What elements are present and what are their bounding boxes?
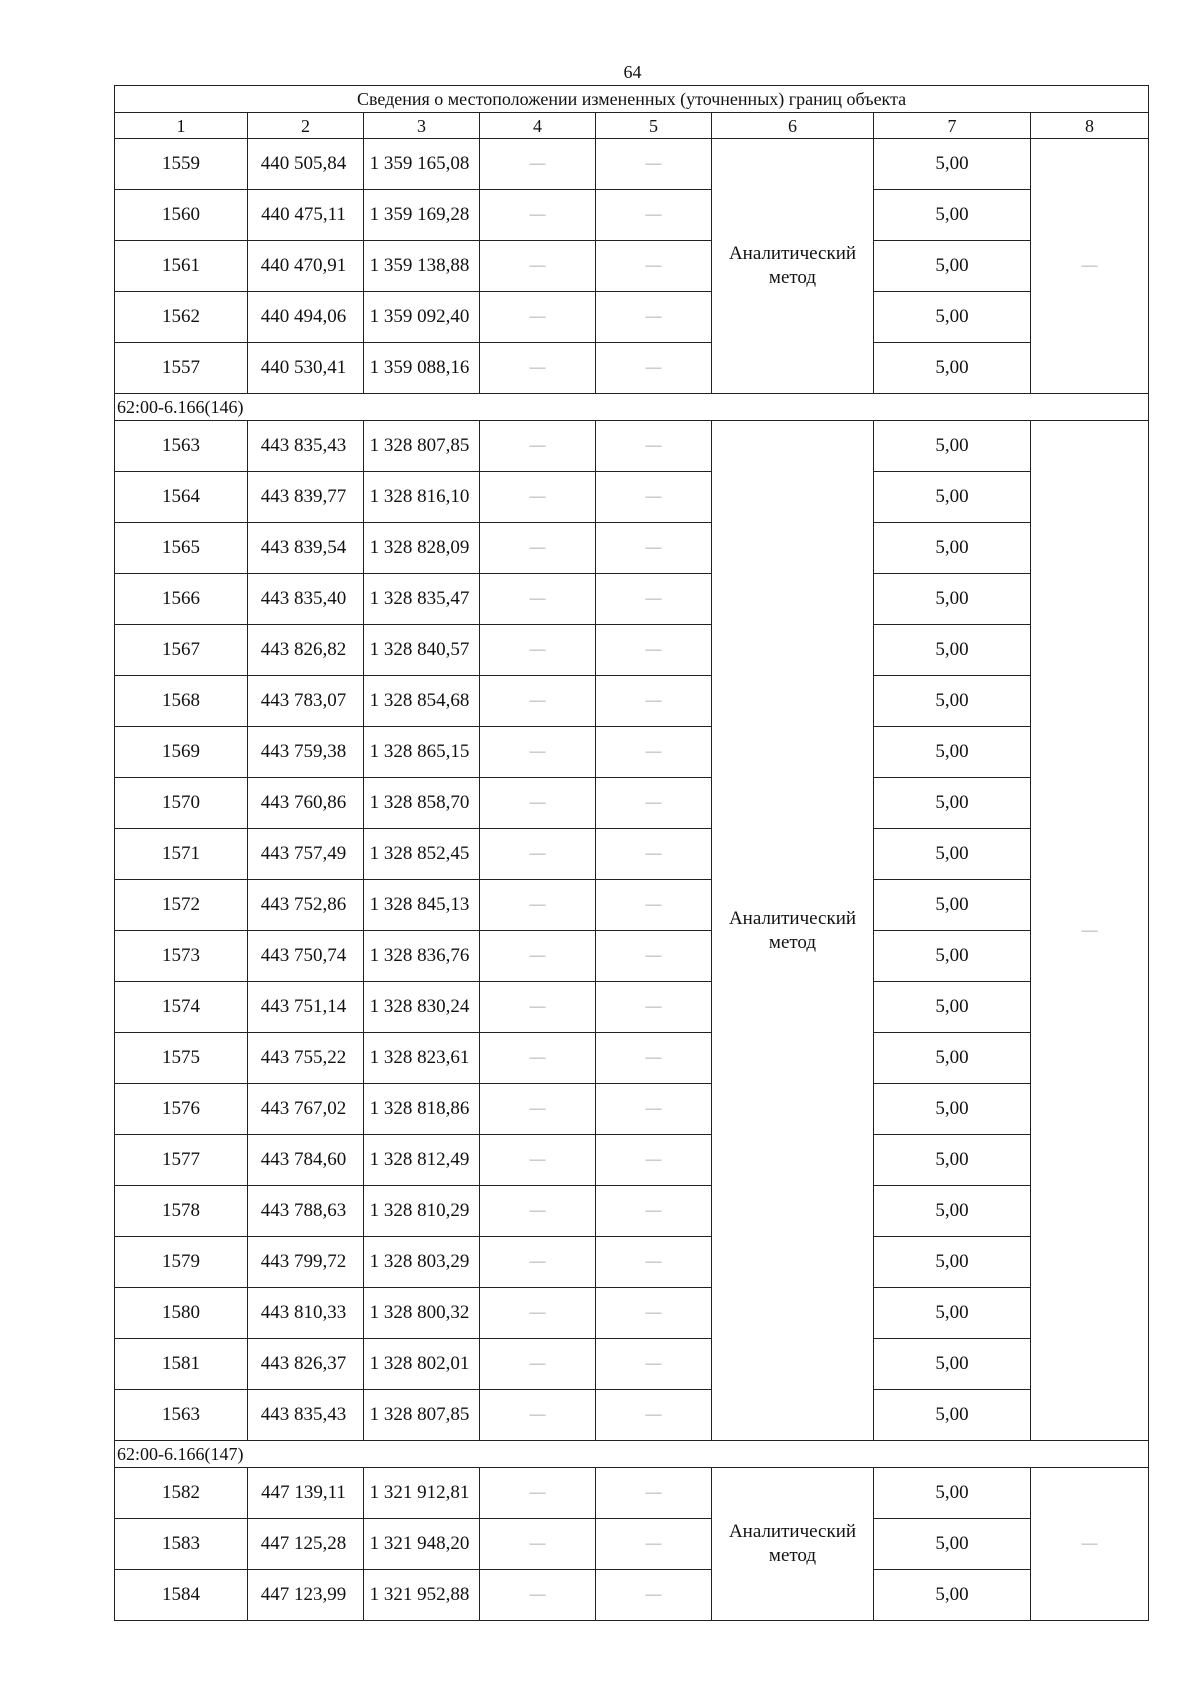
- point-number: 1570: [115, 778, 248, 829]
- coordinate-y: 1 328 802,01: [364, 1339, 480, 1390]
- coordinate-x: 443 826,37: [248, 1339, 364, 1390]
- column-4-value: —: [480, 1519, 596, 1570]
- coordinate-y: 1 328 800,32: [364, 1288, 480, 1339]
- column-4-value: —: [480, 829, 596, 880]
- coordinate-x: 443 835,43: [248, 421, 364, 472]
- accuracy-value: 5,00: [874, 1135, 1031, 1186]
- column-5-value: —: [596, 523, 712, 574]
- coordinate-x: 440 505,84: [248, 139, 364, 190]
- table-row: [115, 1339, 1149, 1390]
- column-8-value: —: [1031, 421, 1149, 1441]
- accuracy-value: 5,00: [874, 421, 1031, 472]
- point-number: 1569: [115, 727, 248, 778]
- accuracy-value: 5,00: [874, 1468, 1031, 1519]
- table-row: [115, 292, 1149, 343]
- coordinate-y: 1 328 816,10: [364, 472, 480, 523]
- coordinate-x: 443 839,54: [248, 523, 364, 574]
- table-row: [115, 1288, 1149, 1339]
- coordinate-x: 443 759,38: [248, 727, 364, 778]
- accuracy-value: 5,00: [874, 931, 1031, 982]
- accuracy-value: 5,00: [874, 625, 1031, 676]
- table-row: [115, 1468, 1149, 1519]
- section-label: 62:00-6.166(146): [115, 394, 1149, 421]
- column-5-value: —: [596, 982, 712, 1033]
- column-5-value: —: [596, 1033, 712, 1084]
- point-number: 1576: [115, 1084, 248, 1135]
- coordinate-y: 1 328 828,09: [364, 523, 480, 574]
- method-text: метод: [768, 931, 817, 953]
- coordinate-x: 443 750,74: [248, 931, 364, 982]
- column-number-row: [115, 113, 1149, 139]
- coordinate-x: 440 530,41: [248, 343, 364, 394]
- coordinate-y: 1 328 865,15: [364, 727, 480, 778]
- column-number: 2: [248, 113, 364, 139]
- point-number: 1577: [115, 1135, 248, 1186]
- method-text: метод: [768, 1545, 817, 1566]
- column-5-value: —: [596, 1519, 712, 1570]
- table-row: [115, 1033, 1149, 1084]
- coordinate-y: 1 359 088,16: [364, 343, 480, 394]
- column-5-value: —: [596, 1390, 712, 1441]
- coordinate-x: 443 755,22: [248, 1033, 364, 1084]
- column-5-value: —: [596, 1570, 712, 1621]
- column-4-value: —: [480, 1084, 596, 1135]
- accuracy-value: 5,00: [874, 472, 1031, 523]
- boundary-coordinates-table: [114, 85, 1149, 1621]
- coordinate-x: 443 835,43: [248, 1390, 364, 1441]
- point-number: 1565: [115, 523, 248, 574]
- coordinate-y: 1 321 948,20: [364, 1519, 480, 1570]
- point-number: 1582: [115, 1468, 248, 1519]
- table-body: [115, 86, 1149, 1621]
- coordinate-y: 1 328 852,45: [364, 829, 480, 880]
- accuracy-value: 5,00: [874, 1570, 1031, 1621]
- accuracy-value: 5,00: [874, 190, 1031, 241]
- column-number: 3: [364, 113, 480, 139]
- table-row: [115, 1237, 1149, 1288]
- point-number: 1572: [115, 880, 248, 931]
- coordinate-y: 1 321 912,81: [364, 1468, 480, 1519]
- table-row: [115, 574, 1149, 625]
- point-number: 1562: [115, 292, 248, 343]
- coordinate-x: 443 784,60: [248, 1135, 364, 1186]
- coordinate-x: 443 810,33: [248, 1288, 364, 1339]
- column-5-value: —: [596, 778, 712, 829]
- column-4-value: —: [480, 880, 596, 931]
- table-row: [115, 931, 1149, 982]
- point-number: 1578: [115, 1186, 248, 1237]
- accuracy-value: 5,00: [874, 1519, 1031, 1570]
- coordinate-x: 443 760,86: [248, 778, 364, 829]
- table-row: [115, 727, 1149, 778]
- accuracy-value: 5,00: [874, 676, 1031, 727]
- column-5-value: —: [596, 880, 712, 931]
- accuracy-value: 5,00: [874, 241, 1031, 292]
- accuracy-value: 5,00: [874, 343, 1031, 394]
- coordinate-x: 440 470,91: [248, 241, 364, 292]
- coordinate-y: 1 328 803,29: [364, 1237, 480, 1288]
- accuracy-value: 5,00: [874, 727, 1031, 778]
- coordinate-x: 443 751,14: [248, 982, 364, 1033]
- column-4-value: —: [480, 727, 596, 778]
- point-number: 1574: [115, 982, 248, 1033]
- point-number: 1560: [115, 190, 248, 241]
- coordinate-x: 443 757,49: [248, 829, 364, 880]
- point-number: 1568: [115, 676, 248, 727]
- table-row: [115, 1390, 1149, 1441]
- column-5-value: —: [596, 343, 712, 394]
- point-number: 1579: [115, 1237, 248, 1288]
- accuracy-value: 5,00: [874, 292, 1031, 343]
- column-5-value: —: [596, 1288, 712, 1339]
- table-row: [115, 1519, 1149, 1570]
- method-cell: [712, 139, 874, 394]
- column-4-value: —: [480, 931, 596, 982]
- coordinate-y: 1 328 858,70: [364, 778, 480, 829]
- accuracy-value: 5,00: [874, 1237, 1031, 1288]
- column-5-value: —: [596, 727, 712, 778]
- column-number: 7: [874, 113, 1031, 139]
- coordinate-x: 447 139,11: [248, 1468, 364, 1519]
- table-row: [115, 880, 1149, 931]
- column-number: 5: [596, 113, 712, 139]
- coordinate-y: 1 328 835,47: [364, 574, 480, 625]
- method-cell: [712, 421, 874, 1441]
- column-5-value: —: [596, 190, 712, 241]
- point-number: 1566: [115, 574, 248, 625]
- table-row: [115, 421, 1149, 472]
- point-number: 1567: [115, 625, 248, 676]
- column-4-value: —: [480, 472, 596, 523]
- table-row: [115, 1570, 1149, 1621]
- point-number: 1561: [115, 241, 248, 292]
- table-row: [115, 1084, 1149, 1135]
- method-text: Аналитический: [728, 1521, 857, 1542]
- coordinate-x: 443 826,82: [248, 625, 364, 676]
- accuracy-value: 5,00: [874, 1084, 1031, 1135]
- coordinate-y: 1 328 840,57: [364, 625, 480, 676]
- column-4-value: —: [480, 1570, 596, 1621]
- column-number: 8: [1031, 113, 1149, 139]
- column-5-value: —: [596, 676, 712, 727]
- column-5-value: —: [596, 1135, 712, 1186]
- column-4-value: —: [480, 1135, 596, 1186]
- column-5-value: —: [596, 829, 712, 880]
- coordinate-x: 443 835,40: [248, 574, 364, 625]
- column-number: 6: [712, 113, 874, 139]
- point-number: 1571: [115, 829, 248, 880]
- column-4-value: —: [480, 1186, 596, 1237]
- column-4-value: —: [480, 190, 596, 241]
- column-4-value: —: [480, 292, 596, 343]
- column-4-value: —: [480, 523, 596, 574]
- coordinate-y: 1 328 830,24: [364, 982, 480, 1033]
- point-number: 1563: [115, 421, 248, 472]
- section-row: [115, 394, 1149, 421]
- point-number: 1581: [115, 1339, 248, 1390]
- column-5-value: —: [596, 241, 712, 292]
- method-text: Аналитический: [728, 243, 857, 264]
- table-row: [115, 1135, 1149, 1186]
- column-5-value: —: [596, 421, 712, 472]
- column-5-value: —: [596, 625, 712, 676]
- accuracy-value: 5,00: [874, 1288, 1031, 1339]
- coordinate-x: 440 475,11: [248, 190, 364, 241]
- coordinate-y: 1 321 952,88: [364, 1570, 480, 1621]
- accuracy-value: 5,00: [874, 1186, 1031, 1237]
- coordinate-y: 1 328 854,68: [364, 676, 480, 727]
- point-number: 1584: [115, 1570, 248, 1621]
- table-row: [115, 241, 1149, 292]
- table-row: [115, 982, 1149, 1033]
- column-4-value: —: [480, 1288, 596, 1339]
- page-number: 64: [623, 62, 642, 82]
- column-4-value: —: [480, 139, 596, 190]
- column-4-value: —: [480, 1468, 596, 1519]
- table-row: [115, 829, 1149, 880]
- point-number: 1573: [115, 931, 248, 982]
- column-number: 1: [115, 113, 248, 139]
- section-row: [115, 1441, 1149, 1468]
- column-4-value: —: [480, 421, 596, 472]
- coordinate-x: 443 752,86: [248, 880, 364, 931]
- coordinate-x: 443 767,02: [248, 1084, 364, 1135]
- accuracy-value: 5,00: [874, 1390, 1031, 1441]
- column-4-value: —: [480, 676, 596, 727]
- table-row: [115, 139, 1149, 190]
- coordinate-y: 1 359 169,28: [364, 190, 480, 241]
- column-8-value: —: [1031, 139, 1149, 394]
- column-5-value: —: [596, 292, 712, 343]
- column-5-value: —: [596, 472, 712, 523]
- point-number: 1575: [115, 1033, 248, 1084]
- column-4-value: —: [480, 982, 596, 1033]
- accuracy-value: 5,00: [874, 1339, 1031, 1390]
- column-4-value: —: [480, 1390, 596, 1441]
- table-row: [115, 472, 1149, 523]
- table-row: [115, 778, 1149, 829]
- column-5-value: —: [596, 139, 712, 190]
- table-title-row: [115, 86, 1149, 113]
- accuracy-value: 5,00: [874, 1033, 1031, 1084]
- point-number: 1564: [115, 472, 248, 523]
- table-title: Сведения о местоположении измененных (уточненных) границ объекта: [115, 86, 1149, 113]
- point-number: 1557: [115, 343, 248, 394]
- accuracy-value: 5,00: [874, 574, 1031, 625]
- coordinate-y: 1 328 807,85: [364, 421, 480, 472]
- coordinate-y: 1 359 092,40: [364, 292, 480, 343]
- column-5-value: —: [596, 1186, 712, 1237]
- column-8-value: —: [1031, 1468, 1149, 1621]
- coordinate-x: 443 799,72: [248, 1237, 364, 1288]
- column-5-value: —: [596, 574, 712, 625]
- column-4-value: —: [480, 574, 596, 625]
- coordinate-y: 1 328 818,86: [364, 1084, 480, 1135]
- point-number: 1559: [115, 139, 248, 190]
- column-5-value: —: [596, 931, 712, 982]
- coordinate-x: 447 123,99: [248, 1570, 364, 1621]
- point-number: 1580: [115, 1288, 248, 1339]
- method-text: метод: [768, 267, 817, 288]
- accuracy-value: 5,00: [874, 880, 1031, 931]
- coordinate-y: 1 328 823,61: [364, 1033, 480, 1084]
- table-row: [115, 343, 1149, 394]
- coordinate-y: 1 359 165,08: [364, 139, 480, 190]
- accuracy-value: 5,00: [874, 778, 1031, 829]
- method-text: Аналитический: [728, 907, 857, 929]
- column-4-value: —: [480, 1033, 596, 1084]
- section-label: 62:00-6.166(147): [115, 1441, 1149, 1468]
- table-row: [115, 523, 1149, 574]
- accuracy-value: 5,00: [874, 523, 1031, 574]
- column-4-value: —: [480, 625, 596, 676]
- accuracy-value: 5,00: [874, 829, 1031, 880]
- coordinate-x: 443 839,77: [248, 472, 364, 523]
- table-row: [115, 190, 1149, 241]
- column-5-value: —: [596, 1237, 712, 1288]
- column-5-value: —: [596, 1339, 712, 1390]
- column-4-value: —: [480, 241, 596, 292]
- point-number: 1563: [115, 1390, 248, 1441]
- column-5-value: —: [596, 1084, 712, 1135]
- column-4-value: —: [480, 778, 596, 829]
- column-5-value: —: [596, 1468, 712, 1519]
- column-number: 4: [480, 113, 596, 139]
- coordinate-x: 440 494,06: [248, 292, 364, 343]
- coordinate-y: 1 328 810,29: [364, 1186, 480, 1237]
- coordinate-y: 1 359 138,88: [364, 241, 480, 292]
- coordinate-y: 1 328 807,85: [364, 1390, 480, 1441]
- table-row: [115, 676, 1149, 727]
- table-row: [115, 625, 1149, 676]
- coordinate-x: 447 125,28: [248, 1519, 364, 1570]
- method-cell: [712, 1468, 874, 1621]
- coordinate-y: 1 328 836,76: [364, 931, 480, 982]
- column-4-value: —: [480, 1339, 596, 1390]
- accuracy-value: 5,00: [874, 139, 1031, 190]
- column-4-value: —: [480, 343, 596, 394]
- coordinate-y: 1 328 845,13: [364, 880, 480, 931]
- column-4-value: —: [480, 1237, 596, 1288]
- table-row: [115, 1186, 1149, 1237]
- coordinate-x: 443 788,63: [248, 1186, 364, 1237]
- point-number: 1583: [115, 1519, 248, 1570]
- coordinate-x: 443 783,07: [248, 676, 364, 727]
- coordinate-y: 1 328 812,49: [364, 1135, 480, 1186]
- accuracy-value: 5,00: [874, 982, 1031, 1033]
